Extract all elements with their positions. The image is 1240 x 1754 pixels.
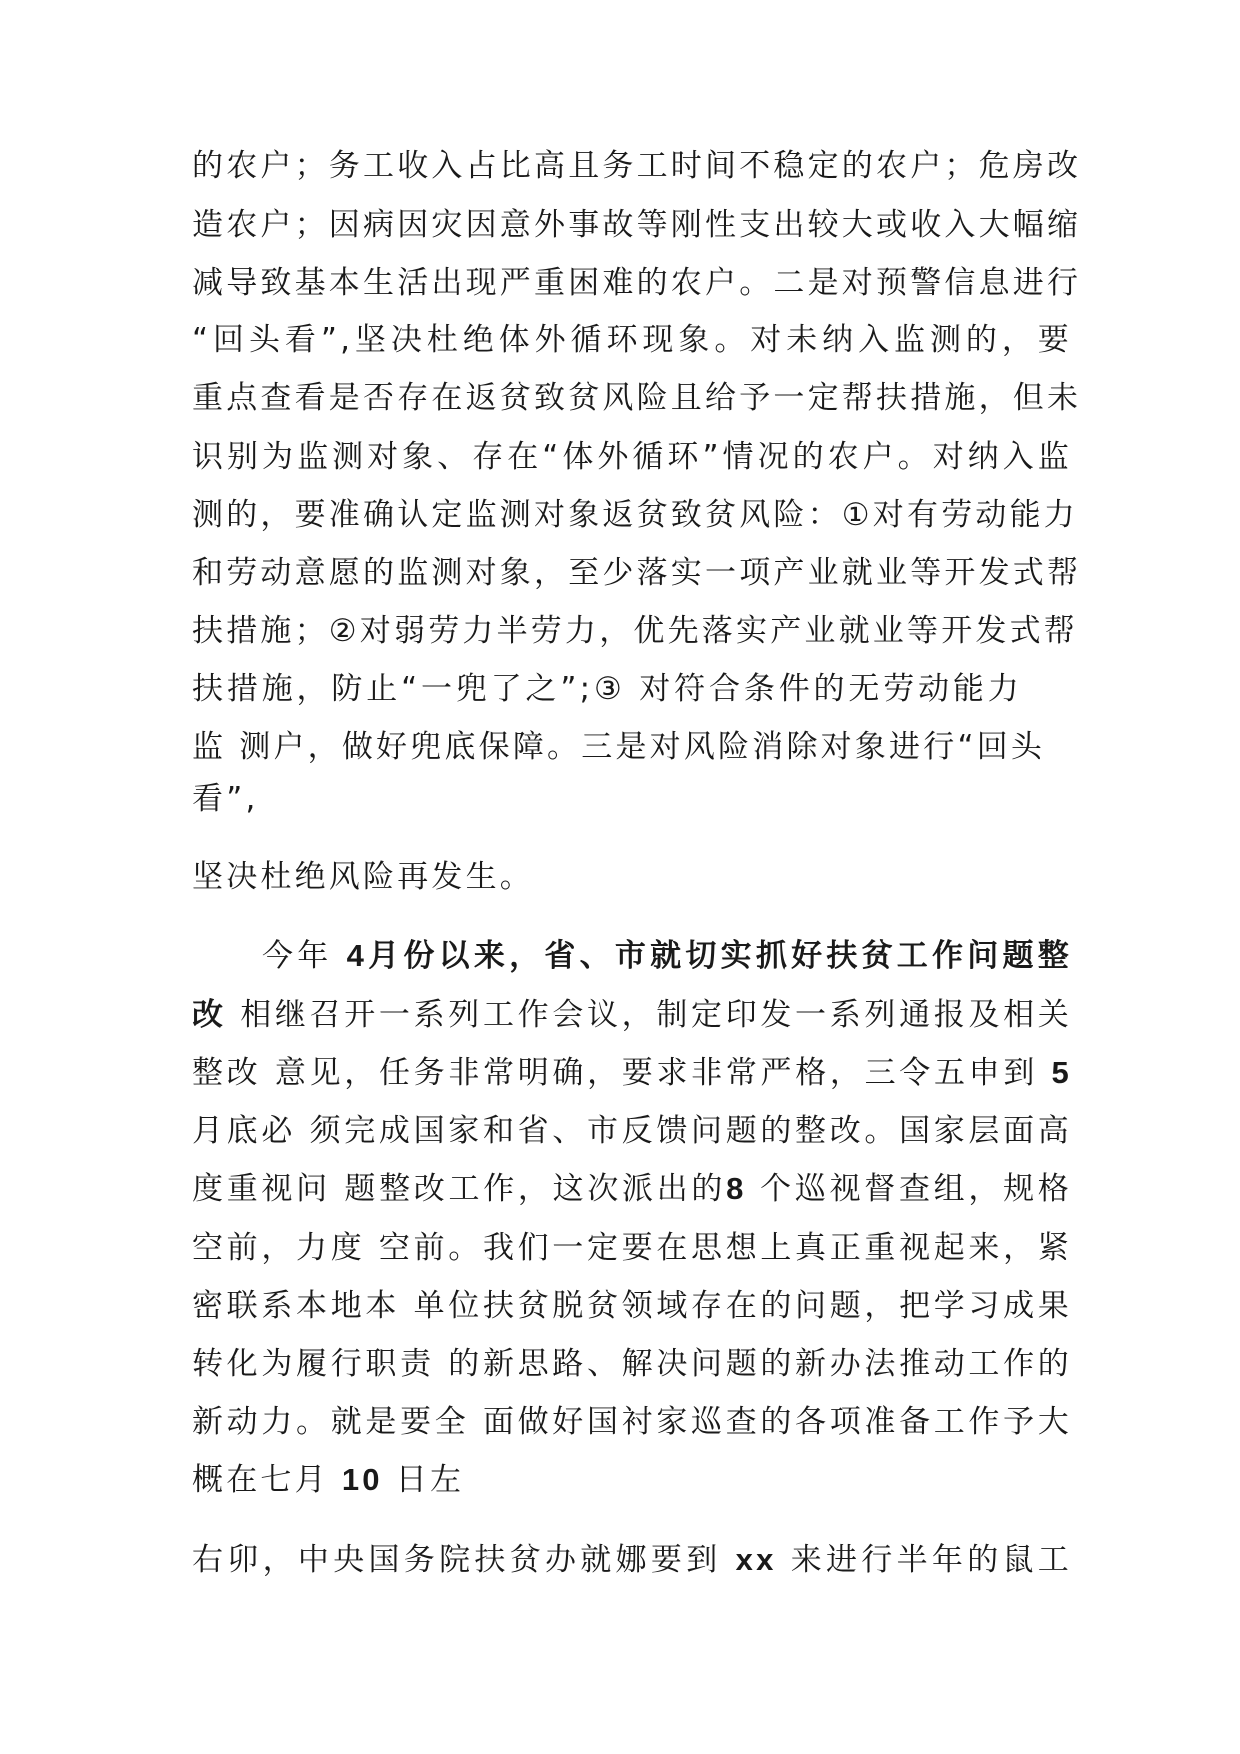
paragraph-line: 密联系本地本 单位扶贫脱贫领域存在的问题，把学习成果 bbox=[192, 1288, 1072, 1324]
paragraph-line bbox=[192, 1169, 1072, 1209]
text-run: 整改 意见，任务非常明确，要求非常严格，三令五申到 bbox=[192, 1055, 1052, 1091]
bold-number: 8 bbox=[726, 1171, 747, 1206]
text-run: 度重视问 题整改工作，这次派出的 bbox=[192, 1171, 727, 1207]
paragraph-line: 重点查看是否存在返贫致贫风险且给予一定帮扶措施，但未 bbox=[192, 380, 1082, 416]
paragraph-line bbox=[262, 936, 1072, 976]
paragraph-line: 识别为监测对象、存在“体外循环”情况的农户。对纳入监 bbox=[192, 439, 1072, 475]
text-run: 相继召开一系列工作会议，制定印发一系列通报及相关 bbox=[226, 997, 1072, 1033]
paragraph-line: 测的，要准确认定监测对象返贫致贫风险：①对有劳动能力 bbox=[192, 497, 1078, 533]
bold-number: 10 bbox=[341, 1462, 383, 1497]
bold-text: 改 bbox=[192, 997, 227, 1033]
paragraph-line: 看”, bbox=[192, 781, 259, 817]
paragraph-line bbox=[192, 1540, 1072, 1580]
text-run: 来进行半年的鼠工 bbox=[776, 1542, 1072, 1578]
bold-text: 月份以来，省、市就切实抓好扶贫工作问题整 bbox=[367, 938, 1072, 974]
paragraph-line: 坚决杜绝风险再发生。 bbox=[192, 859, 534, 895]
paragraph-line: 新动力。就是要全 面做好国衬家巡查的各项准备工作予大 bbox=[192, 1404, 1072, 1440]
paragraph-line bbox=[192, 1460, 1072, 1500]
bold-text: xx bbox=[735, 1542, 777, 1577]
paragraph-line: 扶措施，防止“一兜了之”;③ 对符合条件的无劳动能力 bbox=[192, 671, 1022, 707]
paragraph-line: 减导致基本生活出现严重困难的农户。二是对预警信息进行 bbox=[192, 265, 1082, 301]
paragraph-line: 扶措施；②对弱劳力半劳力，优先落实产业就业等开发式帮 bbox=[192, 613, 1078, 649]
bold-number: 5 bbox=[1051, 1055, 1072, 1090]
text-run: 个巡视督查组，规格 bbox=[746, 1171, 1072, 1207]
paragraph-line: 造农户；因病因灾因意外事故等刚性支出较大或收入大幅缩 bbox=[192, 207, 1082, 243]
paragraph-line bbox=[192, 1053, 1072, 1093]
paragraph-line: 转化为履行职责 的新思路、解决问题的新办法推动工作的 bbox=[192, 1346, 1072, 1382]
text-run: 概在七月 bbox=[192, 1462, 342, 1498]
paragraph-line: 的农户；务工收入占比高且务工时间不稳定的农户；危房改 bbox=[192, 148, 1082, 184]
paragraph-line: 月底必 须完成国家和省、市反馈问题的整改。国家层面高 bbox=[192, 1113, 1072, 1149]
paragraph-line: 空前，力度 空前。我们一定要在思想上真正重视起来，紧 bbox=[192, 1230, 1072, 1266]
text-run: 右卯，中央国务院扶贫办就娜要到 bbox=[192, 1542, 736, 1578]
paragraph-line bbox=[192, 995, 1072, 1035]
bold-number: 4 bbox=[346, 938, 368, 973]
paragraph-line: 监 测户，做好兜底保障。三是对风险消除对象进行“回头 bbox=[192, 729, 1046, 765]
text-run: 日左 bbox=[382, 1462, 465, 1498]
paragraph-line: “回头看”,坚决杜绝体外循环现象。对未纳入监测的，要 bbox=[192, 322, 1072, 358]
paragraph-line: 和劳动意愿的监测对象，至少落实一项产业就业等开发式帮 bbox=[192, 555, 1082, 591]
text-run: 今年 bbox=[262, 938, 347, 974]
